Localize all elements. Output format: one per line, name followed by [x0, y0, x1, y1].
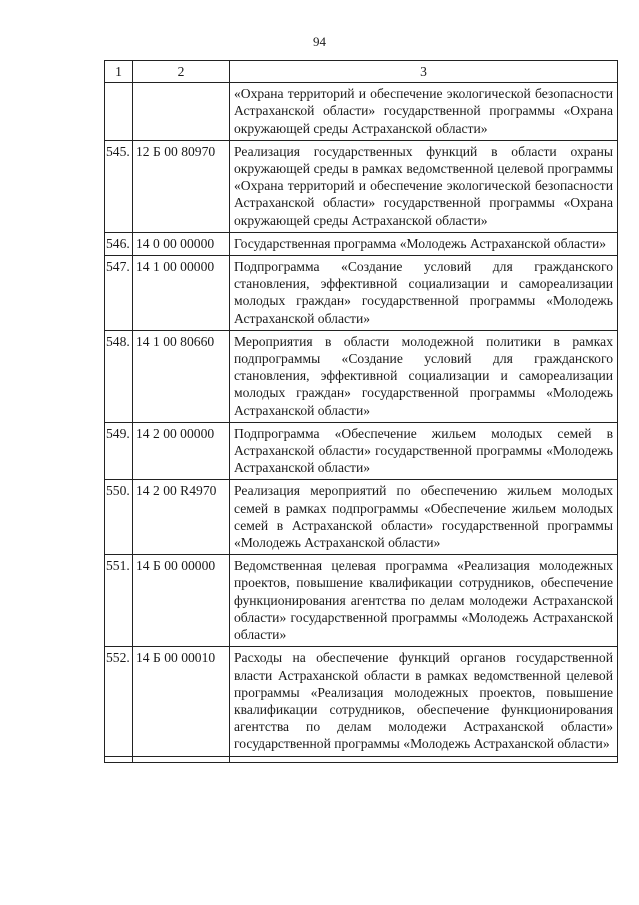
- table-row: [105, 330, 618, 422]
- header-col-2: 2: [133, 61, 230, 83]
- row-code: 14 2 00 R4970: [133, 480, 230, 555]
- row-number: 546.: [105, 232, 133, 255]
- table-row: [105, 422, 618, 480]
- row-code: [133, 756, 230, 762]
- header-col-1: 1: [105, 61, 133, 83]
- row-number: 547.: [105, 256, 133, 331]
- row-code: 14 Б 00 00000: [133, 555, 230, 647]
- table-header-row: [105, 61, 618, 83]
- table-row: [105, 555, 618, 647]
- row-description: «Охрана территорий и обеспечение экологической безопасности Астраханской области» государственной программы «Охрана окружающей среды Астраханской области»: [230, 83, 618, 141]
- table-row: [105, 232, 618, 255]
- table-row: [105, 756, 618, 762]
- row-number: [105, 756, 133, 762]
- table-body: [105, 83, 618, 762]
- row-number: 549.: [105, 422, 133, 480]
- table-row: [105, 480, 618, 555]
- table-row: [105, 256, 618, 331]
- row-description: Подпрограмма «Обеспечение жильем молодых семей в Астраханской области» государственной программы «Молодежь Астраханской области»: [230, 422, 618, 480]
- row-code: 14 1 00 00000: [133, 256, 230, 331]
- row-code: [133, 83, 230, 141]
- row-code: 12 Б 00 80970: [133, 140, 230, 232]
- row-number: 550.: [105, 480, 133, 555]
- row-description: Государственная программа «Молодежь Астраханской области»: [230, 232, 618, 255]
- row-description: Расходы на обеспечение функций органов государственной власти Астраханской области в рамках ведомственной целевой программы «Реализация молодежных проектов, повышение квалификации сотрудников, обеспечение функционирования агентства по делам молодежи Астраханской области» государственной программы «Молодежь Астраханской области»: [230, 647, 618, 756]
- row-number: 545.: [105, 140, 133, 232]
- row-code: 14 Б 00 00010: [133, 647, 230, 756]
- row-description: Реализация мероприятий по обеспечению жильем молодых семей в рамках подпрограммы «Обеспечение жильем молодых семей в Астраханской области» государственной программы «Молодежь Астраханской области»: [230, 480, 618, 555]
- row-number: [105, 83, 133, 141]
- row-number: 551.: [105, 555, 133, 647]
- classification-table: [104, 60, 618, 763]
- table-row: [105, 83, 618, 141]
- header-col-3: 3: [230, 61, 618, 83]
- page-number: 94: [313, 34, 326, 49]
- row-number: 552.: [105, 647, 133, 756]
- row-code: 14 1 00 80660: [133, 330, 230, 422]
- row-description: [230, 756, 618, 762]
- row-code: 14 0 00 00000: [133, 232, 230, 255]
- row-description: Подпрограмма «Создание условий для гражданского становления, эффективной социализации и самореализации молодых граждан» государственной программы «Молодежь Астраханской области»: [230, 256, 618, 331]
- row-code: 14 2 00 00000: [133, 422, 230, 480]
- row-description: Реализация государственных функций в области охраны окружающей среды в рамках ведомственной целевой программы «Охрана территорий и обеспечение экологической безопасности Астраханской области» государственной программы «Охрана окружающей среды Астраханской области»: [230, 140, 618, 232]
- table-row: [105, 140, 618, 232]
- row-number: 548.: [105, 330, 133, 422]
- row-description: Ведомственная целевая программа «Реализация молодежных проектов, повышение квалификации сотрудников, обеспечение функционирования агентства по делам молодежи Астраханской области» государственной программы «Молодежь Астраханской области»: [230, 555, 618, 647]
- row-description: Мероприятия в области молодежной политики в рамках подпрограммы «Создание условий для гражданского становления, эффективной социализации и самореализации молодых граждан» государственной программы «Молодежь Астраханской области»: [230, 330, 618, 422]
- table-row: [105, 647, 618, 756]
